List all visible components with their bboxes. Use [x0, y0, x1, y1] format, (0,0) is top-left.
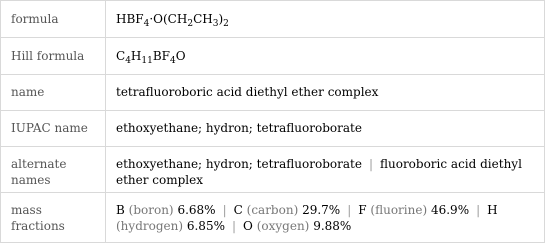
element-symbol: B — [116, 203, 125, 217]
element-symbol: H — [487, 203, 498, 217]
mass-fractions-row — [1, 193, 545, 243]
hill-part: BF — [152, 49, 170, 63]
mass-fraction-item — [116, 203, 216, 217]
mass-fractions-label: mass fractions — [1, 193, 106, 243]
separator: | — [368, 157, 373, 171]
formula-subscript: 2 — [187, 19, 194, 29]
hill-formula-label: Hill formula — [1, 38, 106, 75]
fraction-value: 6.85% — [186, 219, 225, 233]
alternate-names-row — [1, 147, 545, 193]
fraction-value: 46.9% — [430, 203, 470, 217]
mass-fraction-item — [358, 203, 469, 217]
formula-subscript: 4 — [143, 19, 150, 29]
hill-formula-row — [1, 38, 545, 75]
mass-fraction-item — [234, 203, 341, 217]
hill-part: C — [116, 49, 126, 63]
alternate-names-value — [106, 147, 545, 193]
name-value: tetrafluoroboric acid diethyl ether complex — [106, 75, 545, 111]
formula-subscript: 3 — [212, 19, 219, 29]
mass-fractions-value — [106, 193, 545, 243]
element-name: (fluorine) — [370, 203, 428, 217]
hill-subscript: 4 — [170, 56, 176, 66]
fraction-value: 9.88% — [313, 219, 352, 233]
separator: | — [222, 203, 227, 217]
element-name: (oxygen) — [256, 219, 310, 233]
formula-part: HBF — [116, 12, 144, 26]
element-symbol: O — [243, 219, 253, 233]
hill-subscript: 11 — [141, 56, 153, 66]
separator: | — [347, 203, 352, 217]
element-name: (boron) — [128, 203, 174, 217]
alternate-names-label: alternate names — [1, 147, 106, 193]
hill-formula-value — [106, 38, 545, 75]
mass-fraction-item — [243, 219, 351, 233]
name-row — [1, 75, 545, 111]
formula-value — [106, 1, 545, 38]
formula-part: ·O(CH — [149, 12, 188, 26]
formula-label: formula — [1, 1, 106, 38]
element-name: (carbon) — [246, 203, 299, 217]
formula-subscript: 2 — [223, 19, 229, 29]
name-label: name — [1, 75, 106, 111]
formula-part: ) — [218, 12, 224, 26]
alternate-name: fluoroboric acid diethyl ether complex — [116, 157, 522, 187]
hill-part: H — [130, 49, 142, 63]
separator: | — [476, 203, 481, 217]
separator: | — [231, 219, 237, 233]
iupac-label: IUPAC name — [1, 111, 106, 147]
fraction-value: 29.7% — [302, 203, 341, 217]
formula-part: CH — [193, 12, 213, 26]
element-name: (hydrogen) — [116, 219, 184, 233]
element-symbol: F — [358, 203, 367, 217]
hill-subscript: 4 — [125, 56, 131, 66]
alternate-name: ethoxyethane; hydron; tetrafluoroborate — [116, 157, 362, 171]
iupac-row — [1, 111, 545, 147]
iupac-value: ethoxyethane; hydron; tetrafluoroborate — [106, 111, 545, 147]
formula-row — [1, 1, 545, 38]
fraction-value: 6.68% — [177, 203, 216, 217]
element-symbol: C — [233, 203, 243, 217]
hill-part: O — [175, 49, 186, 63]
